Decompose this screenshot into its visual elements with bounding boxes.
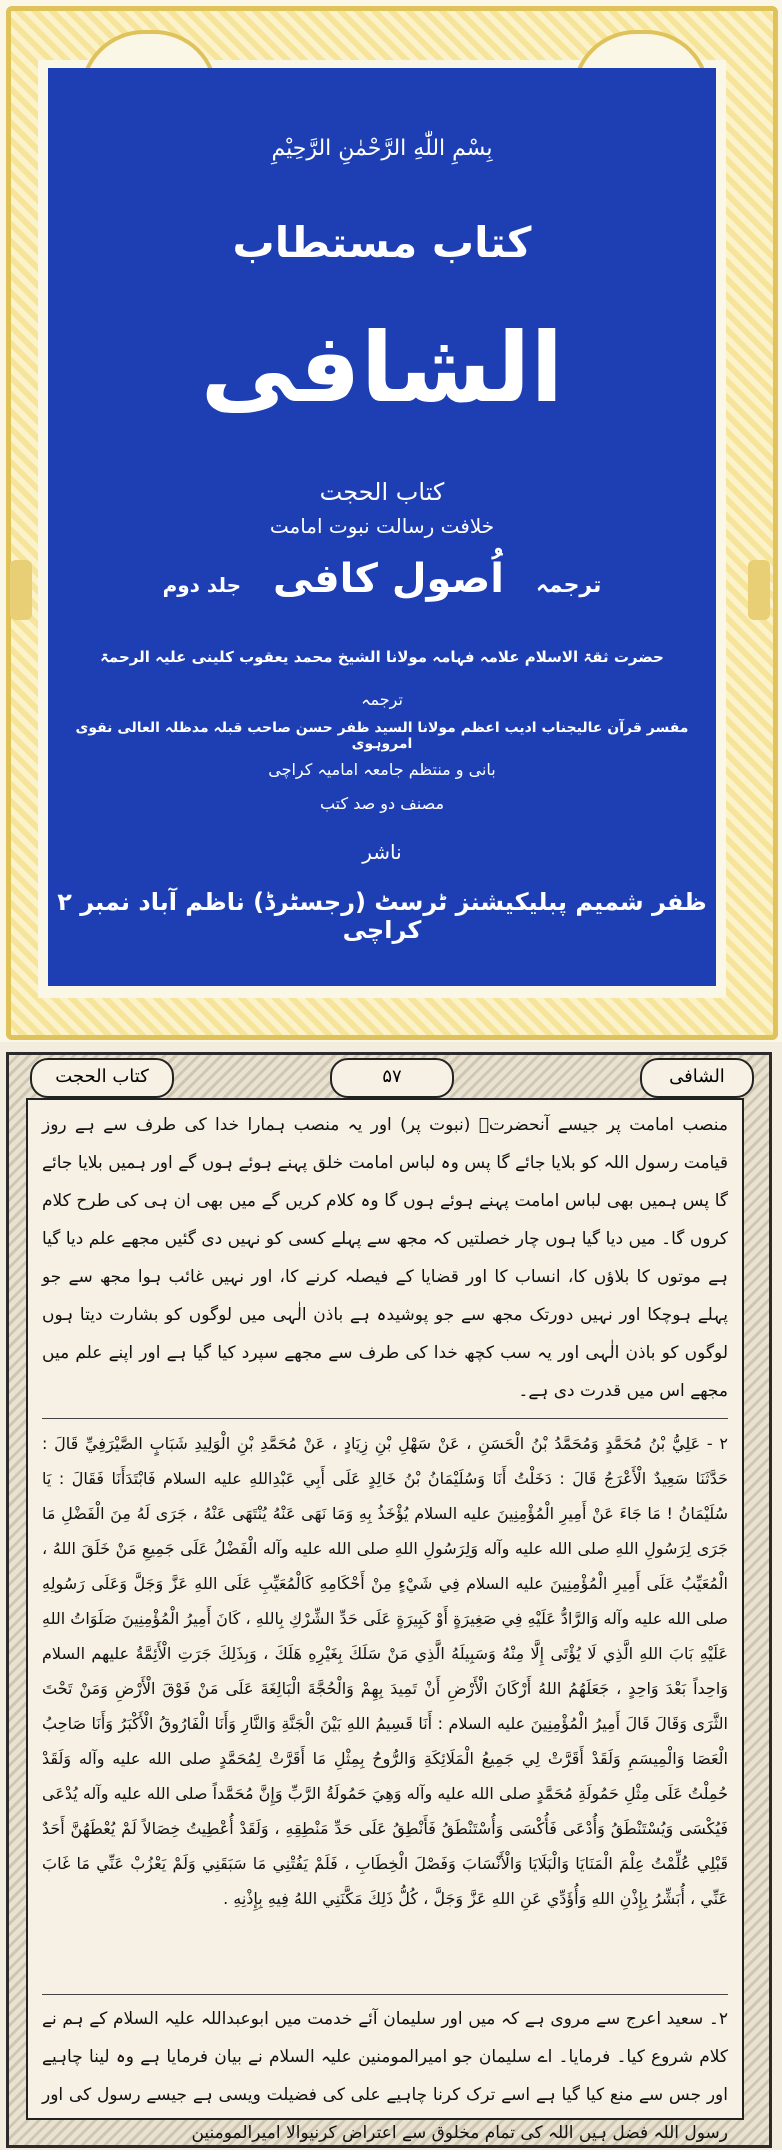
book-cover (0, 0, 782, 1042)
page-number: ۵۷ (330, 1058, 454, 1098)
translator-line: مفسر قرآن عالیجناب ادیب اعظم مولانا السید ظفر حسن صاحب قبلہ مدظلہ العالی نقوی امروہوی (75, 720, 689, 752)
book-label: کتاب مستطاب (232, 218, 532, 267)
publisher-line: ظفر شمیم پبلیکیشنز ٹرسٹ (رجسٹرڈ) ناظم آباد نمبر ۲ کراچی (57, 888, 707, 944)
author-line: حضرت ثقۃ الاسلام علامہ فہامہ مولانا الشیخ محمد یعقوب کلینی علیہ الرحمۃ (100, 648, 664, 666)
page-text-area (26, 1098, 744, 2143)
header-chapter-title: کتاب الحجت (30, 1058, 174, 1098)
usool-title: اُصول کافی (272, 556, 504, 602)
founder-line: بانی و منتظم جامعہ امامیہ کراچی (268, 760, 496, 779)
arabic-hadith: ٢ - عَلِيُّ بْنُ مُحَمَّدٍ وَمُحَمَّدُ بْنُ الْحَسَنِ ، عَنْ سَهْلِ بْنِ زِيَادٍ ، عَنْ مُحَمَّدِ بْنِ الْوَلِيدِ شَبَابٍ الصَّيْرَفِيِّ قَالَ : حَدَّثَنَا سَعِيدٌ الْأَعْرَجُ قَالَ : دَخَلْتُ أَنَا وَسُلَيْمَانُ بْنُ خَالِدٍ عَلَى أَبِي عَبْدِاللهِ عليه السلام فَابْتَدَأَنَا فَقَالَ : يَا سُلَيْمَانُ ! مَا جَاءَ عَنْ أَمِيرِ الْمُؤْمِنِينَ عليه السلام يُؤْخَذُ بِهِ وَمَا نَهَى عَنْهُ يُنْتَهَى عَنْهُ ، جَرَى لَهُ مِنَ الْفَضْلِ مَا جَرَى لِرَسُولِ اللهِ صلى الله عليه وآله وَلِرَسُولِ اللهِ صلى الله عليه وآله الْفَضْلُ عَلَى جَمِيعِ مَنْ خَلَقَ اللهُ ، الْمُعَيِّبُ عَلَى أَمِيرِ الْمُؤْمِنِينَ عليه السلام فِي شَيْءٍ مِنْ أَحْكَامِهِ كَالْمُعَيِّبِ عَلَى اللهِ عَزَّ وَجَلَّ وَعَلَى رَسُولِهِ صلى الله عليه وآله وَالرَّادُّ عَلَيْهِ فِي صَغِيرَةٍ أَوْ كَبِيرَةٍ عَلَى حَدِّ الشِّرْكِ بِاللهِ ، كَانَ أَمِيرُ الْمُؤْمِنِينَ صَلَوَاتُ اللهِ عَلَيْهِ بَابَ اللهِ الَّذِي لَا يُؤْتَى إِلَّا مِنْهُ وَسَبِيلَهُ الَّذِي مَنْ سَلَكَ بِغَيْرِهِ هَلَكَ ، وَبِذَلِكَ جَرَتِ الْأَئِمَّةُ عليهم السلام وَاحِداً بَعْدَ وَاحِدٍ ، جَعَلَهُمُ اللهُ أَرْكَانَ الْأَرْضِ أَنْ تَمِيدَ بِهِمْ وَالْحُجَّةَ الْبَالِغَةَ عَلَى مَنْ فَوْقَ الْأَرْضِ وَمَنْ تَحْتَ الثَّرَى وَقَالَ قَالَ أَمِيرُ الْمُؤْمِنِينَ عليه السلام : أَنَا قَسِيمُ اللهِ بَيْنَ الْجَنَّةِ وَالنَّارِ وَأَنَا الْفَارُوقُ الْأَكْبَرُ وَأَنَا صَاحِبُ الْعَصَا وَالْمِيسَمِ وَلَقَدْ أَقَرَّتْ لِي جَمِيعُ الْمَلَائِكَةِ وَالرُّوحُ بِمِثْلِ مَا أَقَرَّتْ لِمُحَمَّدٍ صلى الله عليه وآله وَلَقَدْ حُمِلْتُ عَلَى مِثْلِ حَمُولَةِ مُحَمَّدٍ صلى الله عليه وآله وَهِيَ حَمُولَةُ الرَّبِّ وَإِنَّ مُحَمَّداً صلى الله عليه وآله يُدْعَى فَيُكْسَى وَيُسْتَنْطَقُ وَأُدْعَى فَأُكْسَى وَأُسْتَنْطَقُ فَأَنْطِقُ عَلَى حَدِّ مَنْطِقِهِ ، وَلَقَدْ أُعْطِيتُ خِصَالاً لَمْ يُعْطَهُنَّ أَحَدٌ قَبْلِي عُلِّمْتُ عِلْمَ الْمَنَايَا وَالْبَلَايَا وَالْأَنْسَابَ وَفَصْلَ الْخِطَابِ ، فَلَمْ يَفُتْنِي مَا سَبَقَنِي وَلَمْ يَعْزُبْ عَنِّي مَا غَابَ عَنِّي ، أُبَشِّرُ بِإِذْنِ اللهِ وَأُؤَدِّي عَنِ اللهِ عَزَّ وَجَلَّ ، كُلُّ ذَلِكَ مَكَّنَنِي اللهُ فِيهِ بِإِذْنِهِ . (42, 1434, 728, 1908)
book-page (0, 1042, 782, 2150)
kitab-label: کتاب الحجت (319, 478, 445, 506)
publisher-label: ناشر (362, 840, 402, 864)
section-divider-2 (42, 1994, 728, 1995)
main-title: الشافی (200, 312, 564, 424)
translation-prefix: ترجمہ (535, 573, 602, 598)
translator-label: ترجمہ (361, 690, 403, 709)
ornament-knob-left (10, 560, 32, 620)
cover-blue-panel (48, 68, 716, 986)
bismillah: بِسْمِ اللّٰهِ الرَّحْمٰنِ الرَّحِيْمِ (271, 136, 493, 161)
translation-title-line (48, 556, 716, 616)
author-of-line: مصنف دو صد کتب (319, 794, 445, 813)
topics-line: خلافت رسالت نبوت امامت (269, 514, 495, 538)
header-book-title: الشافی (640, 1058, 754, 1098)
section-divider-1 (42, 1418, 728, 1419)
urdu-paragraph-2: ۲۔ سعید اعرج سے مروی ہے کہ میں اور سلیمان آئے خدمت میں ابوعبداللہ علیہ السلام کے ہم نے کلام شروع کیا۔ فرمایا۔ اے سلیمان جو امیرالمومنین علیہ السلام نے بیان فرمایا ہے وہ لینا چاہیے اور جس سے منع کیا گیا ہے اسے ترک کرنا چاہیے علی کی فضیلت ویسی ہے جیسے رسول کی اور رسول اللہ فضل ہیں اللہ کی تمام مخلوق سے اعتراض کرنیوالا امیرالمومنین (42, 2009, 728, 2143)
urdu-paragraph-1: منصب امامت پر جیسے آنحضرتؐ (نبوت پر) اور یہ منصب ہمارا خدا کی طرف سے ہے روز قیامت رسول اللہ کو بلایا جائے گا پس وہ لباس امامت خلق پہنے ہوئے ہوں گے اور ہمیں بلایا جائے گا پس ہمیں بھی لباس امامت پہنے ہوئے ہوں گا وہ کلام کریں گے میں بھی ان ہی کی طرح کلام کروں گا۔ میں دیا گیا ہوں چار خصلتیں کہ مجھ سے پہلے کسی کو نہیں دی گئیں مجھے علم دیا گیا ہے موتوں کا بلاؤں کا، انساب کا اور قضایا کے فیصلہ کرنے کا، اور نہیں غائب ہوا مجھ سے جو پہلے ہوچکا اور نہیں دورتک مجھ سے جو پوشیدہ ہے باذن الٰہی میں لوگوں کو بشارت دیتا ہوں لوگوں کو باذن الٰہی اور یہ سب کچھ خدا کی طرف سے مجھے سپرد کیا گیا ہے اور اپنے علم میں مجھے اس میں قدرت دی ہے۔ (42, 1115, 728, 1401)
volume-label: جلد دوم (162, 573, 242, 597)
ornament-knob-right (748, 560, 770, 620)
